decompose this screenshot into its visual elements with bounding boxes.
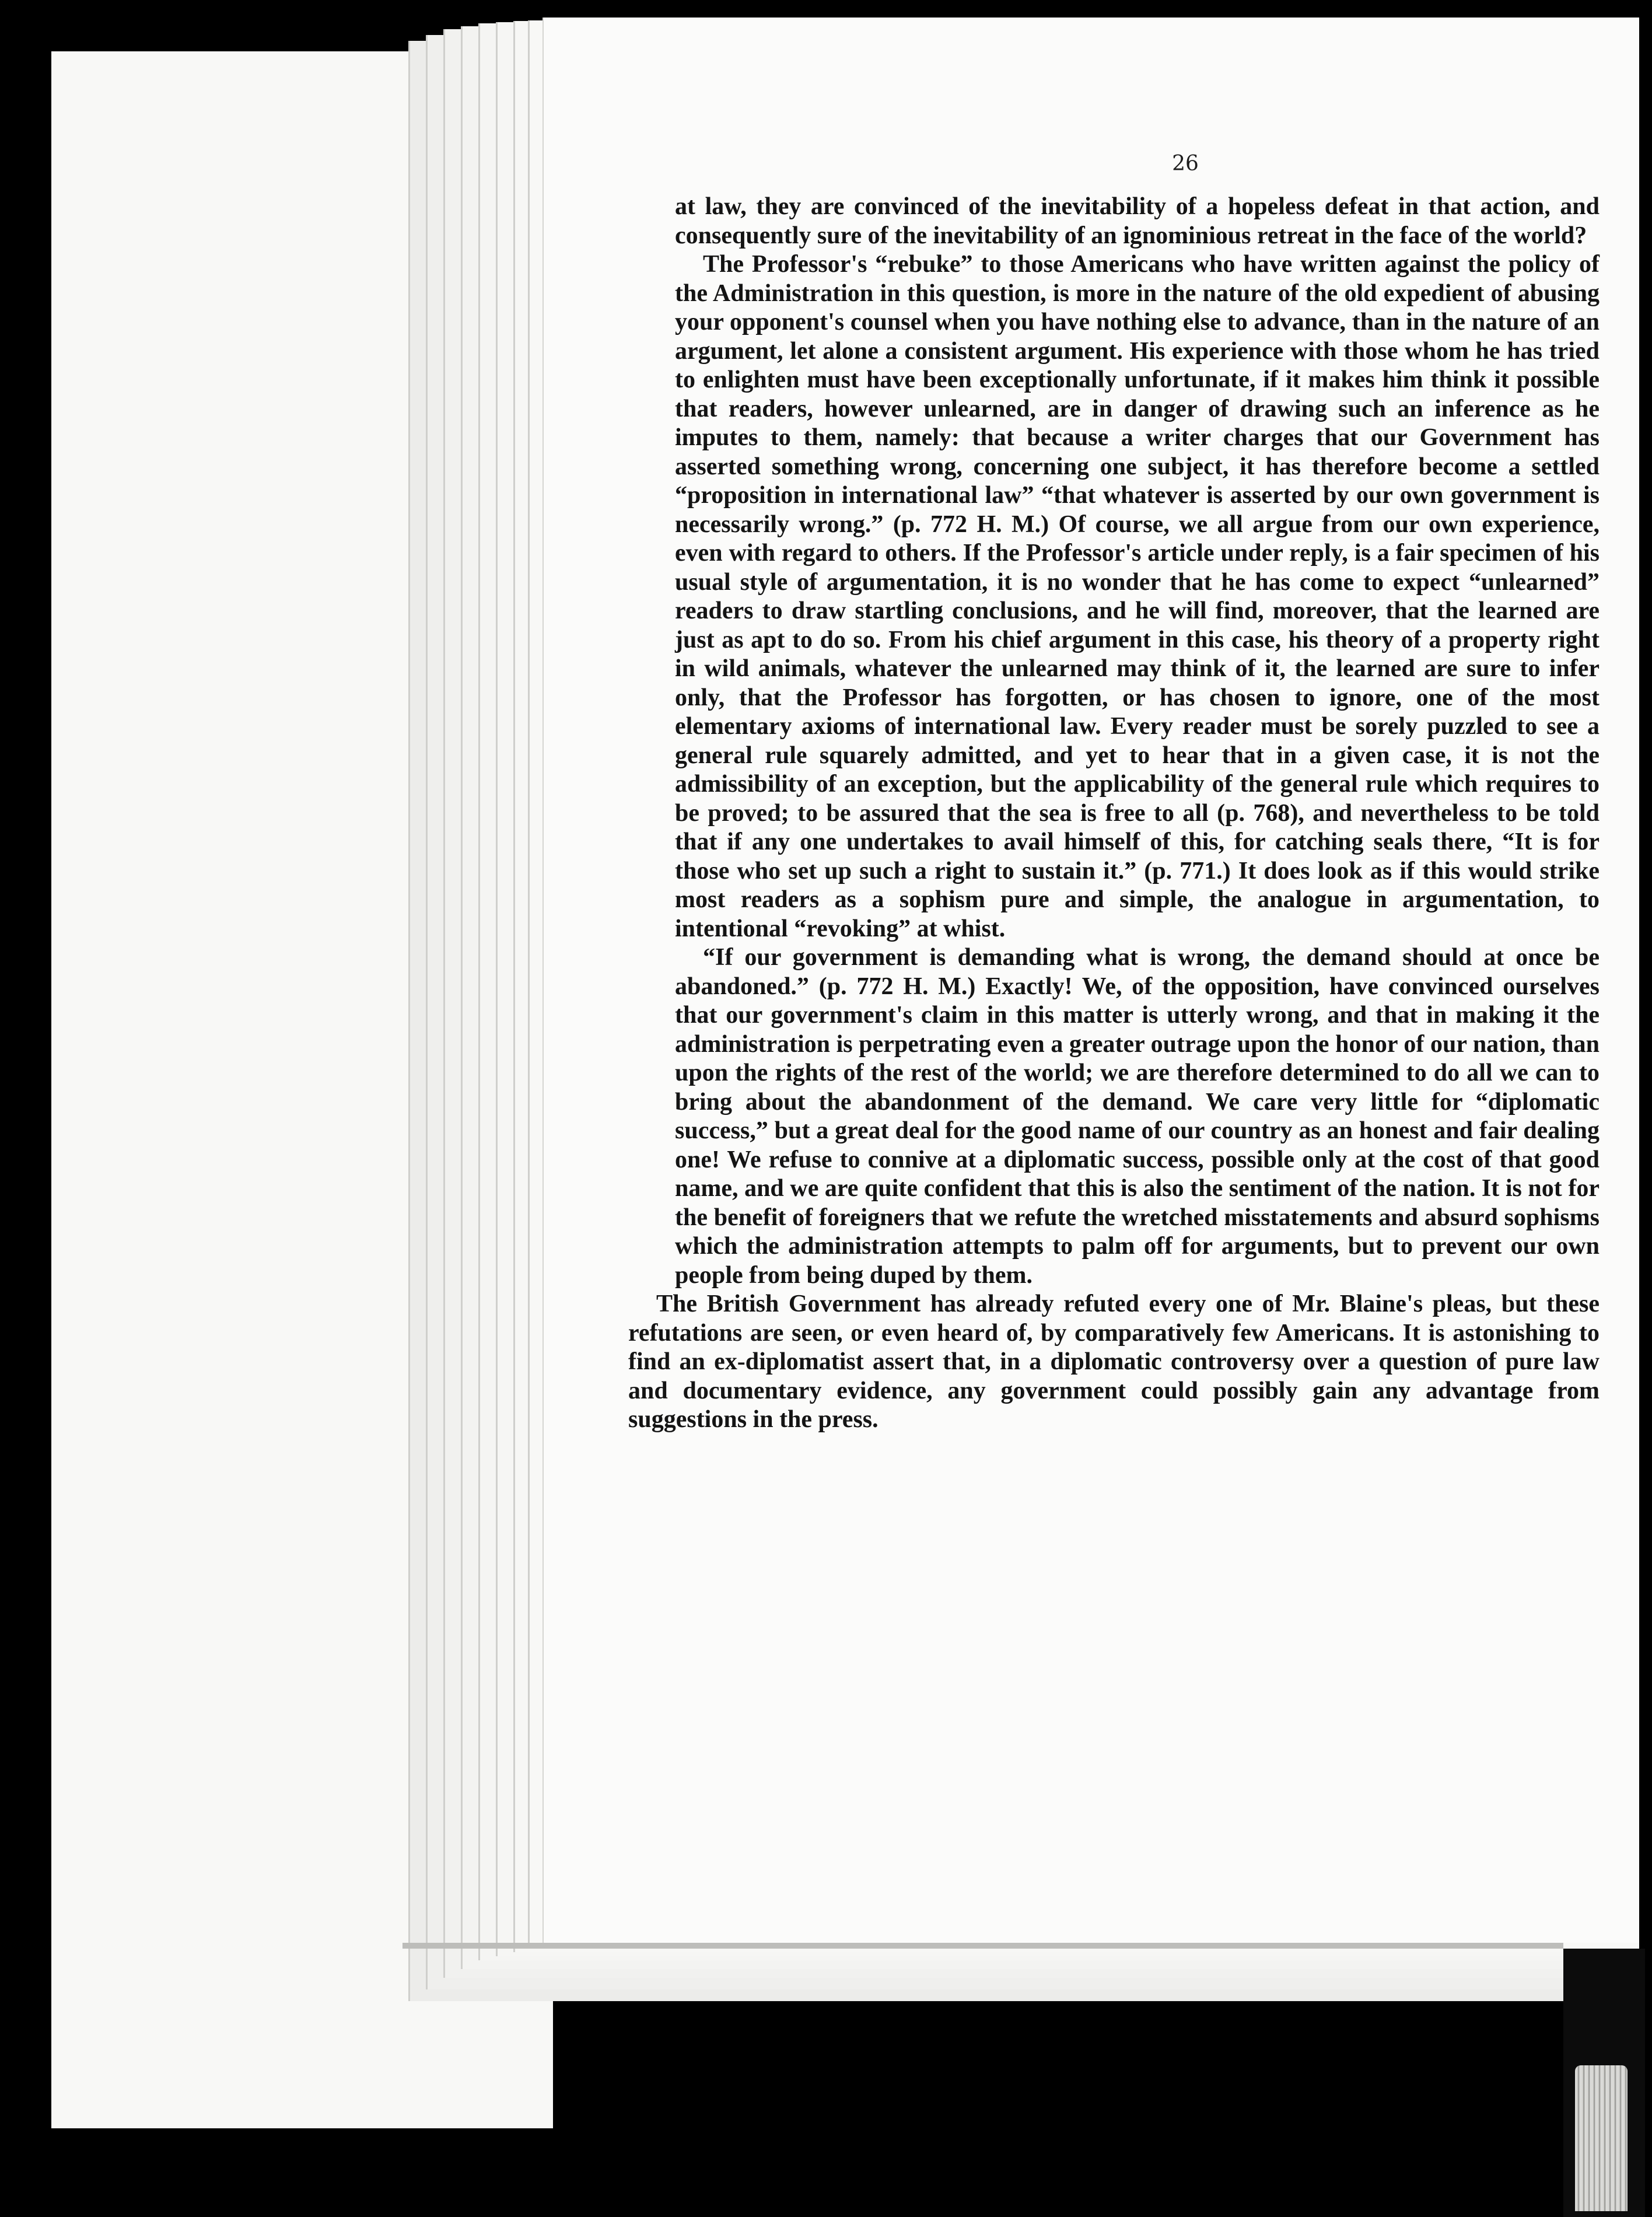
page-stack-shadow (402, 1943, 1563, 1949)
paragraph: at law, they are convinced of the inevitability of a hopeless defeat in that action, and consequently sure of the inevitability of an ignominious retreat in the face of the world? (675, 193, 1600, 249)
printed-page (542, 18, 1639, 1943)
page-number: 26 (1172, 152, 1199, 176)
paragraph: The British Government has already refuted every one of Mr. Blaine's pleas, but these refutations are seen, or even heard of, by comparatively few Americans. It is astonishing to find an ex-diplomatist assert that, in a diplomatic controversy over a question of pure law and documentary evidence, any government could possibly gain any advantage from suggestions in the press. (628, 1291, 1600, 1433)
paragraph: “If our government is demanding what is wrong, the demand should at once be abandoned.” (p. 772 H. M.) Exactly! We, of the opposition, have convinced ourselves that our government's claim in this matter is utterly wrong, and that in making it the administration is perpetrating even a greater outrage upon the honor of our nation, than upon the rights of the rest of the world; we are therefore determined to do all we can to bring about the abandonment of the demand. We care very little for “diplomatic success,” but a great deal for the good name of our country as an honest and fair dealing one! We refuse to connive at a diplomatic success, possible only at the cost of that good name, and we are quite confident that this is also the sentiment of the nation. It is not for the benefit of foreigners that we refute the wretched misstatements and absurd sophisms which the administration attempts to palm off for arguments, but to prevent our own people from being duped by them. (675, 944, 1600, 1289)
body-text (628, 193, 1600, 1435)
bookmark-tassel (1575, 2065, 1628, 2211)
paragraph: The Professor's “rebuke” to those Americans who have written against the policy of the Administration in this question, is more in the nature of the old expedient of abusing your opponent's counsel when you have nothing else to advance, than in the nature of an argument, let alone a consistent argument. His experience with those whom he has tried to enlighten must have been exceptionally unfortunate, if it makes him think it possible that readers, however unlearned, are in danger of drawing such an inference as he imputes to them, namely: that because a writer charges that our Government has asserted something wrong, concerning one subject, it has therefore become a settled “proposition in international law” “that whatever is asserted by our own government is necessarily wrong.” (p. 772 H. M.) Of course, we all argue from our own experience, even with regard to others. If the Professor's article under reply, is a fair specimen of his usual style of argumentation, it is no wonder that he has come to expect “unlearned” readers to draw startling conclusions, and he will find, moreover, that the learned are just as apt to do so. From his chief argument in this case, his theory of a property right in wild animals, whatever the unlearned may think of it, the learned are sure to infer only, that the Professor has forgotten, or has chosen to ignore, one of the most elementary axioms of international law. Every reader must be sorely puzzled to see a general rule squarely admitted, and yet to hear that in a given case, it is not the admissibility of an exception, but the applicability of the general rule which requires to be proved; to be assured that the sea is free to all (p. 768), and nevertheless to be told that if any one undertakes to avail himself of this, for catching seals there, “It is for those who set up such a right to sustain it.” (p. 771.) It does look as if this would strike most readers as a sophism pure and simple, the analogue in argumentation, to intentional “revoking” at whist. (675, 251, 1600, 942)
